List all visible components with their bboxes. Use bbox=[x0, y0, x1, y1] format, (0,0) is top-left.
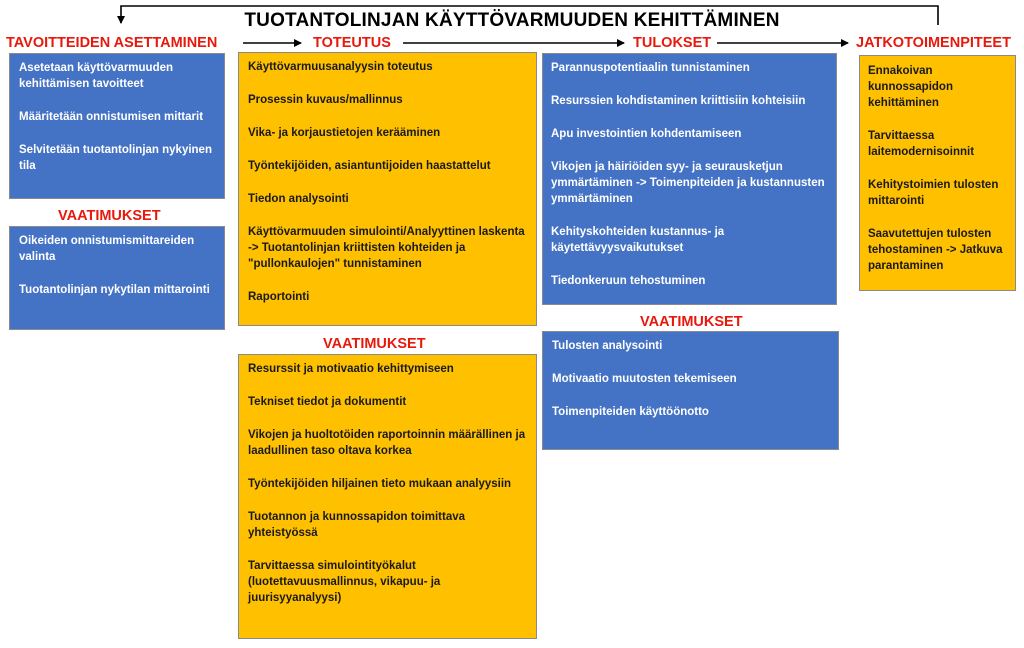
implementation-requirements-box bbox=[238, 354, 537, 639]
results-item: Tiedonkeruun tehostuminen bbox=[551, 275, 706, 287]
implementation-requirement-item: Tarvittaessa simulointityökalut (luotettavuusmallinnus, vikapuu- ja juurisyyanalyysi) bbox=[248, 560, 441, 604]
implementation-item: Raportointi bbox=[248, 291, 310, 303]
implementation-item: Tiedon analysointi bbox=[248, 193, 349, 205]
followup-box bbox=[859, 55, 1016, 291]
heading-results: TULOKSET bbox=[633, 35, 712, 51]
followup-item: Kehitystoimien tulosten mittarointi bbox=[868, 179, 999, 207]
goals-item: Määritetään onnistumisen mittarit bbox=[19, 111, 204, 123]
goals-requirement-item: Tuotantolinjan nykytilan mittarointi bbox=[19, 284, 210, 296]
results-requirements-box bbox=[542, 331, 839, 450]
implementation-requirements-heading: VAATIMUKSET bbox=[323, 336, 426, 352]
heading-goals: TAVOITTEIDEN ASETTAMINEN bbox=[6, 35, 218, 51]
results-box bbox=[542, 53, 837, 305]
followup-item: Saavutettujen tulosten tehostaminen -> Jatkuva parantaminen bbox=[868, 228, 1003, 272]
implementation-requirement-item: Tuotannon ja kunnossapidon toimittava yhteistyössä bbox=[248, 511, 466, 539]
followup-item: Tarvittaessa laitemodernisoinnit bbox=[868, 130, 975, 158]
goals-requirements-heading: VAATIMUKSET bbox=[58, 208, 161, 224]
results-requirement-item: Toimenpiteiden käyttöönotto bbox=[552, 406, 709, 418]
implementation-item: Käyttövarmuusanalyysin toteutus bbox=[248, 61, 433, 73]
implementation-requirement-item: Resurssit ja motivaatio kehittymiseen bbox=[248, 363, 454, 375]
heading-implementation: TOTEUTUS bbox=[313, 35, 391, 51]
diagram-title: TUOTANTOLINJAN KÄYTTÖVARMUUDEN KEHITTÄMINEN bbox=[244, 10, 780, 31]
results-requirement-item: Tulosten analysointi bbox=[552, 340, 663, 352]
results-item: Kehityskohteiden kustannus- ja käytettävyysvaikutukset bbox=[551, 226, 725, 254]
goals-requirement-item: Oikeiden onnistumismittareiden valinta bbox=[19, 235, 195, 263]
implementation-item: Prosessin kuvaus/mallinnus bbox=[248, 94, 403, 106]
results-requirements-heading: VAATIMUKSET bbox=[640, 314, 743, 330]
results-item: Vikojen ja häiriöiden syy- ja seurausketjun ymmärtäminen -> Toimenpiteiden ja kustannusten ymmärtäminen bbox=[551, 161, 825, 205]
implementation-item: Vika- ja korjaustietojen kerääminen bbox=[248, 127, 441, 139]
goals-requirements-box bbox=[9, 226, 225, 330]
followup-item: Ennakoivan kunnossapidon kehittäminen bbox=[868, 65, 953, 109]
heading-followup: JATKOTOIMENPITEET bbox=[856, 35, 1011, 51]
goals-box bbox=[9, 53, 225, 199]
implementation-item: Käyttövarmuuden simulointi/Analyyttinen laskenta -> Tuotantolinjan kriittisten kohteiden ja "pullonkaulojen" tunnistaminen bbox=[248, 226, 525, 270]
goals-item: Selvitetään tuotantolinjan nykyinen tila bbox=[19, 144, 212, 172]
implementation-box bbox=[238, 52, 537, 326]
implementation-requirement-item: Vikojen ja huoltotöiden raportoinnin määrällinen ja laadullinen taso oltava korkea bbox=[248, 429, 526, 457]
results-item: Resurssien kohdistaminen kriittisiin kohteisiin bbox=[551, 95, 806, 107]
results-requirement-item: Motivaatio muutosten tekemiseen bbox=[552, 373, 737, 385]
implementation-requirement-item: Työntekijöiden hiljainen tieto mukaan analyysiin bbox=[248, 478, 512, 490]
results-item: Apu investointien kohdentamiseen bbox=[551, 128, 742, 140]
implementation-requirement-item: Tekniset tiedot ja dokumentit bbox=[248, 396, 407, 408]
implementation-item: Työntekijöiden, asiantuntijoiden haastattelut bbox=[248, 160, 491, 172]
results-item: Parannuspotentiaalin tunnistaminen bbox=[551, 62, 750, 74]
goals-item: Asetetaan käyttövarmuuden kehittämisen tavoitteet bbox=[19, 62, 174, 90]
